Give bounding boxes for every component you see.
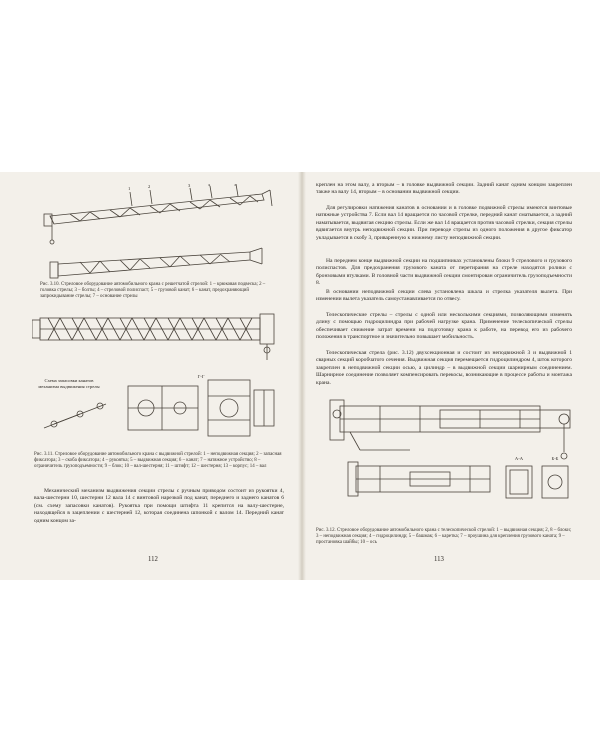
inset-label: Схема запасовки канатов механизма выдвижения стрелы (38, 378, 100, 389)
book-gutter (298, 172, 306, 580)
section-label-g-g: Г-Г (197, 374, 205, 379)
right-para-1: креплен на этом валу, а вторым – в головке выдвижной секции. Задний канат одним концом закреплен также на валу 14, вторым – в основании выдвижной секции. (316, 182, 572, 196)
page-number-left: 112 (148, 556, 158, 563)
svg-text:3: 3 (188, 184, 191, 188)
section-label-a-a: А-А (514, 456, 524, 461)
right-para-4: В основании неподвижной секции слева установлена шкала и стрелка указателя вылета. При изменении вылета указатель самоустанавливается по отвесу. (316, 289, 572, 303)
svg-text:5: 5 (234, 184, 237, 187)
left-page (0, 172, 298, 580)
gear-mechanism-detail (122, 376, 282, 438)
figure-3-10-caption: Рис. 3.10. Стреловое оборудование автомобильного крана с решетчатой стрелой: 1 – крюковая подвеска; 2 – головка стрелы; 3 – болты; 4 – стреловой полиспаст; 5 – грузовой канат; 6 – канат, предохраняющий запрокидывание стрелы; 7 – основание стрелы (40, 282, 266, 300)
svg-text:1: 1 (128, 186, 131, 191)
figure-3-10-lattice-boom (40, 184, 276, 280)
figure-3-11-extendable-boom (32, 304, 282, 364)
svg-text:2: 2 (148, 184, 151, 189)
rope-reeving-scheme (40, 398, 112, 432)
right-para-3: На переднем конце выдвижной секции на подшипниках установлены блоки 9 стрелового и грузового полиспастов. Для предохранения грузового каната от перетирания на стреле находятся ролики с бронзовыми втулками. В головной части выдвижной секции смонтирован ограничитель грузоподъемности 8. (316, 258, 572, 287)
page-number-right: 113 (434, 556, 444, 563)
left-body-text: Механический механизм выдвижения секции стрелы с ручным приводом состоит из рукоятки 4, вала-шестерни 10, шестерни 12 вала 14 с винтовой нарезкой под канат, переднего и заднего канатов 6 (см. схему запасовки канатов). Рукоятка при помощи штифта 11 крепится на валу-шестерне, находящейся в зацеплении с шестерней 12, которая соединена шпонкой с валом 14. Передний канат одним концом за- (34, 488, 284, 524)
right-page (306, 172, 600, 580)
right-para-2: Для регулировки натяжения канатов в основании и в головке подвижной стрелы имеются винтовые натяжные устройства 7. Если вал 14 вращается по часовой стрелке, передний канат сматывается, а задний наматывается, выдвигая секцию стрелы. Если же вал 14 вращается против часовой стрелки, секция стрелы вдвигается внутрь неподвижной секции. При переводе стрелы из одного положения в другое фиксатор укладывается в скобу 3, приваренную к нижнему листу неподвижной секции. (316, 205, 572, 241)
right-para-6: Телескопическая стрела (рис. 3.12) двухсекционная и состоит из неподвижной 3 и выдвижной 1 сварных секций коробчатого сечения. Выдвижная секция перемещается гидроцилиндром 4, шток которого закреплен в неподвижной секции осью, а цилиндр – в выдвижной секции шарнирным соединением. Шарнирное соединение позволяет компенсировать перекосы, возникающие в процессе работы и монтажа крана. (316, 350, 572, 386)
svg-text:4: 4 (208, 184, 211, 187)
section-label-b-b: Б-Б (551, 456, 559, 461)
figure-3-11-caption: Рис. 3.11. Стреловое оборудование автомобильного крана с выдвижной стрелой: 1 – неподвижная секция; 2 – запасная фиксатора; 3 – скоба фиксатора; 4 – рукоятка; 5 – выдвижная секция; 6 – канат; 7 – натяжное устройство; 8 – ограничитель грузоподъемности; 9 – блок; 10 – вал-шестерня; 11 – штифт; 12 – шестерня; 13 – корпус; 14 – вал (34, 452, 282, 470)
book-spread (0, 172, 600, 580)
right-para-5: Телескопические стрелы – стрелы с одной или несколькими секциями, позволяющими изменять длину с помощью гидроцилиндра при рабочей нагрузке крана. Применение телескопической стрелы обеспечивает снижение затрат времени на подготовку крана к работе, на перевод его из рабочего положения в транспортное и значительно повышает мобильность. (316, 312, 572, 341)
figure-3-12-caption: Рис. 3.12. Стреловое оборудование автомобильного крана с телескопической стрелой: 1 – выдвижная секция; 2, 8 – блоки; 3 – неподвижная секция; 4 – гидроцилиндр; 5 – башмак; 6 – каретка; 7 – проушина для крепления грузового каната; 9 – простановка шайбы; 10 – ось (316, 528, 572, 546)
figure-3-12-telescopic-boom (320, 396, 576, 520)
